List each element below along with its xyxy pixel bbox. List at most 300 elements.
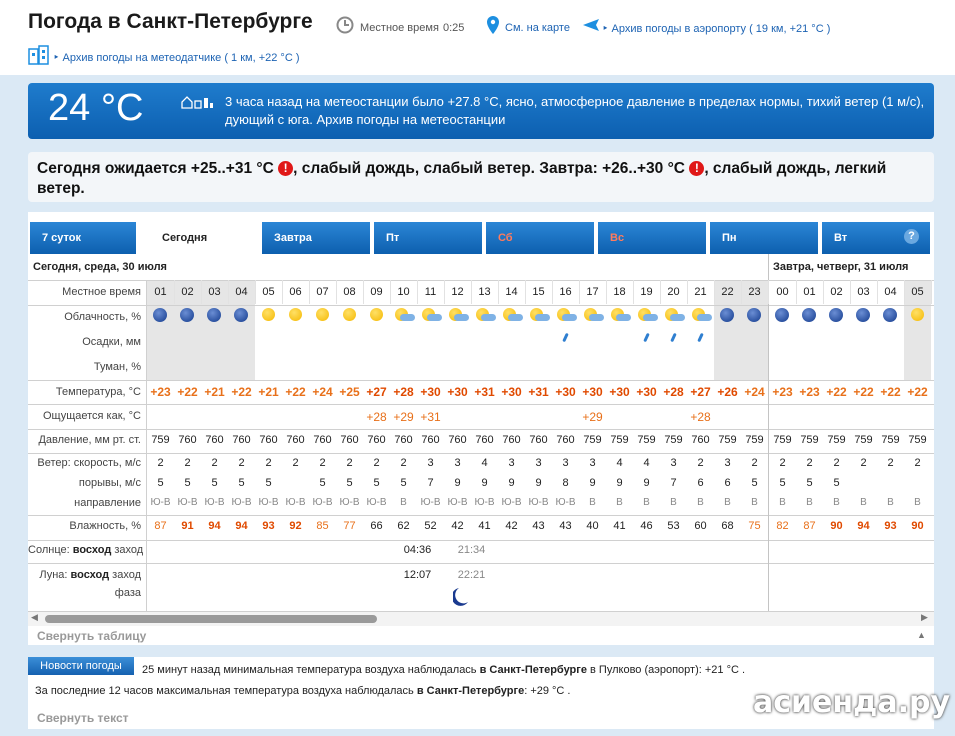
tab-label: Пн [722, 232, 737, 244]
pressure-cell: 759 [151, 434, 170, 446]
tab-today[interactable] [150, 222, 262, 254]
day-header-tomorrow: Завтра, четверг, 31 июля [773, 261, 909, 273]
hour-cell: 04 [884, 286, 897, 298]
hour-cell: 16 [559, 286, 572, 298]
night-clear-icon [775, 308, 789, 322]
humidity-cell: 66 [370, 520, 383, 532]
news-line-1-city: в Санкт-Петербурге [479, 664, 587, 676]
wind-direction-cell: В [914, 497, 921, 508]
wind-direction-cell: Ю-В [231, 497, 252, 508]
page-title: Погода в Санкт-Петербурге [28, 10, 313, 33]
wind-direction-cell: Ю-В [204, 497, 225, 508]
humidity-cell: 87 [803, 520, 816, 532]
wind-direction-cell: Ю-В [420, 497, 441, 508]
row-label-cloud: Облачность, % [64, 311, 141, 323]
current-temperature: 24 °C [48, 87, 144, 129]
day-divider [768, 254, 769, 611]
wind-speed-cell: 2 [806, 457, 813, 469]
sun-icon [262, 308, 275, 321]
temperature-cell: +25 [339, 385, 360, 399]
pressure-cell: 760 [502, 434, 521, 446]
cloud-icon [670, 314, 685, 321]
humidity-cell: 92 [289, 520, 302, 532]
temperature-cell: +31 [474, 385, 495, 399]
wind-speed-cell: 3 [589, 457, 596, 469]
wind-direction-cell: Ю-В [474, 497, 495, 508]
gusts-cell: 9 [589, 477, 596, 489]
station-archive-label: Архив погоды на метеодатчике [62, 52, 222, 64]
temperature-cell: +27 [366, 385, 387, 399]
temperature-cell: +30 [447, 385, 468, 399]
wind-direction-cell: Ю-В [150, 497, 171, 508]
cloud-icon [454, 314, 469, 321]
gusts-cell: 6 [724, 477, 731, 489]
tab-label: Пт [386, 232, 400, 244]
airport-archive-label: Архив погоды в аэропорту [611, 23, 747, 35]
airplane-icon [582, 17, 600, 33]
grid-line [931, 280, 932, 304]
wind-speed-cell: 2 [184, 457, 191, 469]
collapse-text-link[interactable]: Свернуть текст [37, 711, 129, 725]
hour-cell: 15 [532, 286, 545, 298]
wind-direction-cell: В [779, 497, 786, 508]
news-line-2-tail: : +29 °C . [524, 685, 571, 697]
humidity-cell: 41 [478, 520, 491, 532]
wind-speed-cell: 2 [157, 457, 164, 469]
temperature-cell: +31 [528, 385, 549, 399]
cloud-icon [400, 314, 415, 321]
hour-cell: 02 [181, 286, 194, 298]
pressure-cell: 759 [827, 434, 846, 446]
wind-speed-cell: 2 [860, 457, 867, 469]
grid-line [28, 453, 934, 454]
wind-speed-cell: 2 [400, 457, 407, 469]
temperature-cell: +30 [636, 385, 657, 399]
row-label-feels: Ощущается как, °C [42, 410, 141, 422]
hour-cell: 22 [721, 286, 734, 298]
gusts-cell: 5 [806, 477, 813, 489]
tab-label: Сегодня [162, 232, 208, 244]
wind-speed-cell: 3 [562, 457, 569, 469]
hour-cell: 04 [235, 286, 248, 298]
row-label-moon [28, 569, 141, 581]
wind-direction-cell: В [887, 497, 894, 508]
sun-prefix: Солнце: [28, 544, 70, 556]
gusts-cell: 5 [211, 477, 218, 489]
row-label-time: Местное время [62, 286, 141, 298]
pressure-cell: 759 [854, 434, 873, 446]
sun-icon [316, 308, 329, 321]
gusts-cell: 7 [670, 477, 677, 489]
hour-cell: 14 [505, 286, 518, 298]
humidity-cell: 87 [154, 520, 167, 532]
wind-speed-cell: 4 [481, 457, 488, 469]
hour-cell: 12 [451, 286, 464, 298]
local-time-value: 0:25 [443, 22, 465, 34]
sun-set-label: заход [114, 544, 144, 556]
wind-direction-cell: В [724, 497, 731, 508]
hour-cell: 01 [154, 286, 167, 298]
wind-speed-cell: 3 [454, 457, 461, 469]
humidity-cell: 68 [721, 520, 734, 532]
humidity-cell: 60 [694, 520, 707, 532]
cloud-icon [481, 314, 496, 321]
cloud-icon [562, 314, 577, 321]
temperature-cell: +27 [690, 385, 711, 399]
wind-speed-cell: 2 [833, 457, 840, 469]
cloud-icon [643, 314, 658, 321]
wind-speed-cell: 2 [265, 457, 272, 469]
news-line-2 [35, 685, 571, 697]
humidity-cell: 94 [208, 520, 221, 532]
tab-monday[interactable] [710, 222, 818, 254]
night-clear-icon [153, 308, 167, 322]
gusts-cell: 6 [697, 477, 704, 489]
wind-speed-cell: 3 [535, 457, 542, 469]
row-label-phase: фаза [114, 587, 141, 599]
temperature-cell: +30 [501, 385, 522, 399]
sun-icon [911, 308, 924, 321]
hour-cell: 17 [586, 286, 599, 298]
pressure-cell: 759 [637, 434, 656, 446]
wind-speed-cell: 4 [643, 457, 650, 469]
pressure-cell: 760 [340, 434, 359, 446]
day-header-today: Сегодня, среда, 30 июля [33, 261, 167, 273]
humidity-cell: 77 [343, 520, 356, 532]
humidity-cell: 43 [559, 520, 572, 532]
gusts-cell: 5 [373, 477, 380, 489]
pressure-cell: 760 [205, 434, 224, 446]
pressure-cell: 759 [745, 434, 764, 446]
pressure-cell: 760 [232, 434, 251, 446]
moon-phase-icon [453, 587, 469, 607]
wind-speed-cell: 4 [616, 457, 623, 469]
forecast-tomorrow: , слабый дождь, слабый ветер. Завтра: +26..+30 °C [293, 160, 685, 177]
cloud-icon [697, 314, 712, 321]
sunset-time: 21:34 [457, 544, 486, 556]
warning-icon[interactable]: ! [278, 161, 293, 176]
map-link[interactable]: См. на карте [505, 22, 570, 34]
night-clear-icon [747, 308, 761, 322]
tab-saturday[interactable] [486, 222, 594, 254]
hour-cell: 18 [613, 286, 626, 298]
pressure-cell: 759 [610, 434, 629, 446]
gusts-cell: 5 [157, 477, 164, 489]
news-line-2-text: За последние 12 часов максимальная температура воздуха наблюдалась [35, 685, 414, 697]
humidity-cell: 93 [884, 520, 897, 532]
row-label-humidity: Влажность, % [69, 520, 141, 532]
temperature-cell: +23 [772, 385, 793, 399]
wind-direction-cell: Ю-В [528, 497, 549, 508]
tab-friday[interactable] [374, 222, 482, 254]
wind-direction-cell: Ю-В [339, 497, 360, 508]
grid-line [28, 305, 934, 306]
tab-label: 7 суток [42, 232, 82, 244]
gusts-cell: 5 [184, 477, 191, 489]
station-archive-detail: ( 1 км, +22 °С ) [224, 52, 300, 64]
wind-speed-cell: 2 [373, 457, 380, 469]
moon-prefix: Луна: [39, 569, 68, 581]
humidity-cell: 40 [586, 520, 599, 532]
hour-cell: 21 [694, 286, 707, 298]
humidity-cell: 94 [235, 520, 248, 532]
scroll-left-arrow-icon[interactable]: ◀ [31, 612, 38, 622]
grid-line [28, 429, 934, 430]
night-clear-icon [180, 308, 194, 322]
temperature-cell: +21 [204, 385, 225, 399]
wind-speed-cell: 2 [292, 457, 299, 469]
humidity-cell: 42 [451, 520, 464, 532]
news-line-2-city: в Санкт-Петербурге [416, 685, 525, 697]
grid-line [28, 280, 934, 281]
grid-line [28, 515, 934, 516]
humidity-cell: 75 [748, 520, 761, 532]
gusts-cell: 9 [643, 477, 650, 489]
wind-speed-cell: 3 [508, 457, 515, 469]
news-line-1-text: 25 минут назад минимальная температура воздуха наблюдалась [142, 664, 477, 676]
station-icon [181, 95, 215, 109]
row-label-direction: направление [74, 497, 141, 509]
humidity-cell: 43 [532, 520, 545, 532]
night-clear-icon [234, 308, 248, 322]
local-time-label: Местное время [360, 22, 439, 34]
wind-direction-cell: В [589, 497, 596, 508]
feels-like-cell: +31 [420, 410, 441, 424]
row-label-wind: Ветер: скорость, м/с [37, 457, 141, 469]
gusts-cell: 9 [535, 477, 542, 489]
collapse-up-icon[interactable]: ▲ [917, 630, 926, 640]
news-line-1 [142, 664, 745, 676]
pressure-cell: 760 [448, 434, 467, 446]
temperature-cell: +23 [799, 385, 820, 399]
wind-speed-cell: 2 [887, 457, 894, 469]
pressure-cell: 760 [259, 434, 278, 446]
pressure-cell: 760 [178, 434, 197, 446]
wind-speed-cell: 2 [914, 457, 921, 469]
grid-line [28, 404, 934, 405]
pressure-cell: 760 [394, 434, 413, 446]
wind-speed-cell: 2 [697, 457, 704, 469]
night-clear-icon [856, 308, 870, 322]
hour-cell: 08 [343, 286, 356, 298]
humidity-cell: 93 [262, 520, 275, 532]
pressure-cell: 760 [421, 434, 440, 446]
scrollbar-thumb[interactable] [45, 615, 377, 623]
moonset-time: 22:21 [457, 569, 486, 581]
row-label-pressure: Давление, мм рт. ст. [38, 434, 141, 446]
pressure-cell: 760 [475, 434, 494, 446]
gusts-cell: 5 [346, 477, 353, 489]
wind-speed-cell: 2 [211, 457, 218, 469]
humidity-cell: 85 [316, 520, 329, 532]
gusts-cell: 7 [427, 477, 434, 489]
wind-speed-cell: 2 [238, 457, 245, 469]
tab-label: Сб [498, 232, 513, 244]
wind-speed-cell: 2 [779, 457, 786, 469]
humidity-cell: 41 [613, 520, 626, 532]
tab-tomorrow[interactable] [262, 222, 370, 254]
hour-cell: 03 [857, 286, 870, 298]
grid-line [28, 540, 934, 541]
warning-icon[interactable]: ! [689, 161, 704, 176]
forecast-tomorrow-tail: , слабый дождь, легкий ветер. [37, 160, 887, 197]
hour-cell: 05 [262, 286, 275, 298]
hour-cell: 09 [370, 286, 383, 298]
wind-direction-cell: В [697, 497, 704, 508]
hour-cell: 23 [748, 286, 761, 298]
pressure-cell: 759 [583, 434, 602, 446]
wind-speed-cell: 3 [670, 457, 677, 469]
moon-rise-label: восход [70, 569, 110, 581]
temperature-cell: +22 [285, 385, 306, 399]
hour-cell: 05 [911, 286, 924, 298]
wind-direction-cell: Ю-В [366, 497, 387, 508]
pressure-cell: 759 [773, 434, 792, 446]
pressure-cell: 760 [691, 434, 710, 446]
wind-speed-cell: 3 [427, 457, 434, 469]
pressure-cell: 759 [881, 434, 900, 446]
temperature-cell: +28 [393, 385, 414, 399]
humidity-cell: 42 [505, 520, 518, 532]
night-clear-icon [883, 308, 897, 322]
hour-cell: 10 [397, 286, 410, 298]
gusts-cell: 5 [265, 477, 272, 489]
tab-sunday[interactable] [598, 222, 706, 254]
pressure-cell: 760 [286, 434, 305, 446]
hour-cell: 03 [208, 286, 221, 298]
cloud-icon [589, 314, 604, 321]
temperature-cell: +26 [717, 385, 738, 399]
gusts-cell: 5 [238, 477, 245, 489]
temperature-cell: +22 [177, 385, 198, 399]
pressure-cell: 760 [367, 434, 386, 446]
humidity-cell: 82 [776, 520, 789, 532]
feels-like-cell: +28 [366, 410, 387, 424]
current-weather-text: 3 часа назад на метеостанции было +27.8 °C, ясно, атмосферное давление в пределах нормы, тихий ветер (1 м/с), дующий с юга. Архив погоды на метеостанции [225, 94, 925, 127]
temperature-cell: +30 [420, 385, 441, 399]
wind-direction-cell: В [643, 497, 650, 508]
hour-cell: 11 [424, 286, 437, 298]
gusts-cell: 9 [481, 477, 488, 489]
watermark: асиенда.ру [753, 685, 951, 720]
tab-label: Вт [834, 232, 848, 244]
airport-archive-detail: ( 19 км, +21 °С ) [749, 23, 831, 35]
airport-archive-link[interactable]: ‣ Архив погоды в аэропорту ( 19 км, +21 °С ) [602, 23, 831, 35]
wind-speed-cell: 2 [751, 457, 758, 469]
hour-cell: 19 [640, 286, 653, 298]
pressure-cell: 760 [313, 434, 332, 446]
pressure-cell: 760 [529, 434, 548, 446]
station-archive-link[interactable]: ‣ Архив погоды на метеодатчике ( 1 км, +22 °С ) [53, 52, 300, 64]
gusts-cell: 5 [751, 477, 758, 489]
clock-icon [336, 16, 354, 34]
humidity-cell: 94 [857, 520, 870, 532]
pressure-cell: 760 [556, 434, 575, 446]
collapse-table-link[interactable]: Свернуть таблицу [37, 629, 147, 643]
moon-set-label: заход [112, 569, 141, 581]
humidity-cell: 90 [911, 520, 924, 532]
wind-direction-cell: Ю-В [258, 497, 279, 508]
news-badge: Новости погоды [28, 657, 134, 675]
humidity-cell: 52 [424, 520, 437, 532]
temperature-cell: +22 [880, 385, 901, 399]
news-line-1-tail: в Пулково (аэропорт): +21 °C . [590, 664, 746, 676]
night-clear-icon [207, 308, 221, 322]
wind-direction-cell: В [806, 497, 813, 508]
feels-like-cell: +29 [582, 410, 603, 424]
tab-label: Завтра [274, 232, 312, 244]
humidity-cell: 46 [640, 520, 653, 532]
hour-cell: 02 [830, 286, 843, 298]
temperature-cell: +28 [663, 385, 684, 399]
hour-cell: 20 [667, 286, 680, 298]
map-pin-icon [486, 15, 500, 35]
gusts-cell: 9 [454, 477, 461, 489]
tab-7-days[interactable] [30, 222, 136, 254]
wind-direction-cell: В [860, 497, 867, 508]
humidity-cell: 53 [667, 520, 680, 532]
cloud-icon [616, 314, 631, 321]
night-clear-icon [829, 308, 843, 322]
scroll-right-arrow-icon[interactable]: ▶ [921, 612, 928, 622]
row-label-temp: Температура, °C [55, 386, 141, 398]
temperature-cell: +23 [150, 385, 171, 399]
grid-line [28, 563, 934, 564]
wind-speed-cell: 2 [319, 457, 326, 469]
humidity-cell: 90 [830, 520, 843, 532]
row-label-precip: Осадки, мм [82, 336, 141, 348]
wind-direction-cell: Ю-В [312, 497, 333, 508]
row-label-sun [28, 544, 144, 556]
temperature-cell: +30 [555, 385, 576, 399]
night-clear-icon [720, 308, 734, 322]
hour-cell: 13 [478, 286, 491, 298]
tab-label: Вс [610, 232, 625, 244]
feels-like-cell: +28 [690, 410, 711, 424]
gusts-cell: 5 [833, 477, 840, 489]
hour-cell: 01 [803, 286, 816, 298]
cloud-icon [535, 314, 550, 321]
sunrise-time: 04:36 [403, 544, 432, 556]
help-icon[interactable]: ? [904, 229, 919, 244]
gusts-cell: 8 [562, 477, 569, 489]
hour-cell: 06 [289, 286, 302, 298]
wind-direction-cell: Ю-В [177, 497, 198, 508]
gusts-cell: 5 [779, 477, 786, 489]
moonrise-time: 12:07 [403, 569, 432, 581]
wind-direction-cell: В [616, 497, 623, 508]
sun-icon [289, 308, 302, 321]
wind-direction-cell: Ю-В [285, 497, 306, 508]
temperature-cell: +21 [258, 385, 279, 399]
cloud-icon [508, 314, 523, 321]
wind-direction-cell: В [670, 497, 677, 508]
temperature-cell: +22 [907, 385, 928, 399]
feels-like-cell: +29 [393, 410, 414, 424]
wind-direction-cell: Ю-В [447, 497, 468, 508]
temperature-cell: +22 [231, 385, 252, 399]
forecast-summary [37, 159, 927, 199]
sun-icon [370, 308, 383, 321]
gusts-cell: 9 [508, 477, 515, 489]
temperature-cell: +24 [744, 385, 765, 399]
wind-direction-cell: В [400, 497, 407, 508]
hour-cell: 00 [776, 286, 789, 298]
sun-icon [343, 308, 356, 321]
wind-direction-cell: В [833, 497, 840, 508]
wind-direction-cell: Ю-В [501, 497, 522, 508]
temperature-cell: +24 [312, 385, 333, 399]
